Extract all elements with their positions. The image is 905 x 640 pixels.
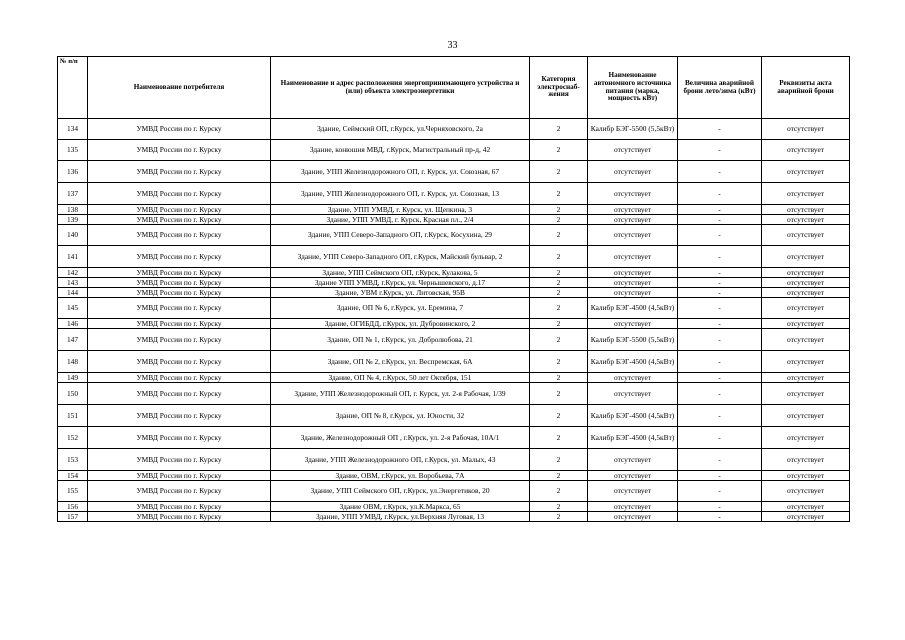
table-row <box>58 215 850 225</box>
cell-details: отсутствует <box>762 119 850 140</box>
cell-category: 2 <box>530 298 588 319</box>
cell-source: отсутствует <box>588 268 678 278</box>
cell-details: отсутствует <box>762 161 850 183</box>
cell-object: Здание, УПП УМВД, г. Курск, Красная пл., 2/4 <box>271 215 530 225</box>
cell-reserve: - <box>678 140 762 161</box>
cell-consumer: УМВД России по г. Курску <box>88 373 271 383</box>
cell-details: отсутствует <box>762 471 850 481</box>
cell-object: Здание, УПП Северо-Западного ОП, г.Курск, Майский бульвар, 2 <box>271 246 530 268</box>
cell-details: отсутствует <box>762 405 850 427</box>
cell-details: отсутствует <box>762 205 850 215</box>
cell-details: отсутствует <box>762 383 850 405</box>
table-row <box>58 298 850 319</box>
cell-category: 2 <box>530 471 588 481</box>
cell-source: Калибр БЭГ-5500 (5,5кВт) <box>588 329 678 351</box>
cell-consumer: УМВД России по г. Курску <box>88 298 271 319</box>
cell-source: отсутствует <box>588 288 678 298</box>
cell-source: отсутствует <box>588 215 678 225</box>
cell-details: отсутствует <box>762 140 850 161</box>
cell-category: 2 <box>530 225 588 246</box>
cell-consumer: УМВД России по г. Курску <box>88 161 271 183</box>
cell-reserve: - <box>678 215 762 225</box>
cell-num: 152 <box>58 427 88 449</box>
cell-consumer: УМВД России по г. Курску <box>88 319 271 329</box>
table-row <box>58 481 850 502</box>
cell-num: 142 <box>58 268 88 278</box>
cell-object: Здание, ОГИБДД, г.Курск, ул. Дубровинского, 2 <box>271 319 530 329</box>
cell-reserve: - <box>678 481 762 502</box>
cell-category: 2 <box>530 502 588 512</box>
cell-category: 2 <box>530 405 588 427</box>
cell-reserve: - <box>678 225 762 246</box>
cell-object: Здание, УПП Железнодорожный ОП, г. Курск, ул. 2-я Рабочая, 1/39 <box>271 383 530 405</box>
cell-object: Здание, УПП Железнодорожного ОП, г. Курск, ул. Союзная, 67 <box>271 161 530 183</box>
header-source: Наименование автономного источника питания (марка, мощность кВт) <box>588 57 678 119</box>
cell-source: отсутствует <box>588 502 678 512</box>
cell-reserve: - <box>678 405 762 427</box>
cell-consumer: УМВД России по г. Курску <box>88 278 271 288</box>
table-row <box>58 140 850 161</box>
cell-reserve: - <box>678 161 762 183</box>
cell-reserve: - <box>678 449 762 471</box>
cell-object: Здание ОВМ, г.Курск, ул.К.Маркса, 65 <box>271 502 530 512</box>
cell-source: отсутствует <box>588 512 678 522</box>
cell-source: отсутствует <box>588 383 678 405</box>
cell-details: отсутствует <box>762 278 850 288</box>
cell-consumer: УМВД России по г. Курску <box>88 329 271 351</box>
cell-details: отсутствует <box>762 481 850 502</box>
cell-object: Здание, УПП Железнодорожного ОП, г. Курск, ул. Союзная, 13 <box>271 183 530 205</box>
cell-category: 2 <box>530 319 588 329</box>
cell-consumer: УМВД России по г. Курску <box>88 225 271 246</box>
cell-reserve: - <box>678 288 762 298</box>
cell-source: отсутствует <box>588 471 678 481</box>
table-row <box>58 373 850 383</box>
cell-num: 151 <box>58 405 88 427</box>
table-row <box>58 449 850 471</box>
cell-category: 2 <box>530 119 588 140</box>
table-row <box>58 205 850 215</box>
cell-source: отсутствует <box>588 225 678 246</box>
table-row <box>58 319 850 329</box>
cell-source: отсутствует <box>588 183 678 205</box>
table-row <box>58 405 850 427</box>
table-row <box>58 268 850 278</box>
cell-consumer: УМВД России по г. Курску <box>88 288 271 298</box>
cell-category: 2 <box>530 329 588 351</box>
cell-consumer: УМВД России по г. Курску <box>88 512 271 522</box>
cell-reserve: - <box>678 319 762 329</box>
cell-details: отсутствует <box>762 288 850 298</box>
cell-consumer: УМВД России по г. Курску <box>88 140 271 161</box>
cell-source: отсутствует <box>588 319 678 329</box>
cell-details: отсутствует <box>762 373 850 383</box>
cell-details: отсутствует <box>762 351 850 373</box>
cell-object: Здание, УПП Северо-Западного ОП, г.Курск, Косухина, 29 <box>271 225 530 246</box>
cell-reserve: - <box>678 268 762 278</box>
cell-consumer: УМВД России по г. Курску <box>88 119 271 140</box>
cell-object: Здание, ОП № 2, г.Курск, ул. Веспремская, 6А <box>271 351 530 373</box>
table-row <box>58 512 850 522</box>
table-row <box>58 351 850 373</box>
cell-category: 2 <box>530 140 588 161</box>
cell-consumer: УМВД России по г. Курску <box>88 205 271 215</box>
consumers-table <box>57 56 850 522</box>
cell-details: отсутствует <box>762 298 850 319</box>
cell-num: 147 <box>58 329 88 351</box>
cell-source: Калибр БЭГ-4500 (4,5кВт) <box>588 405 678 427</box>
cell-object: Здание, ОП № 8, г.Курск, ул. Юности, 32 <box>271 405 530 427</box>
table-row <box>58 383 850 405</box>
cell-source: отсутствует <box>588 373 678 383</box>
cell-num: 148 <box>58 351 88 373</box>
cell-num: 141 <box>58 246 88 268</box>
cell-object: Здание, УПП УМВД, г. Курск, ул. Щепкина, 3 <box>271 205 530 215</box>
cell-reserve: - <box>678 183 762 205</box>
cell-consumer: УМВД России по г. Курску <box>88 427 271 449</box>
header-details: Реквизиты акта аварийной брони <box>762 57 850 119</box>
cell-details: отсутствует <box>762 268 850 278</box>
cell-source: отсутствует <box>588 449 678 471</box>
cell-object: Здание, ОП № 6, г.Курск, ул. Еремина, 7 <box>271 298 530 319</box>
cell-source: Калибр БЭГ-4500 (4,5кВт) <box>588 351 678 373</box>
cell-category: 2 <box>530 481 588 502</box>
header-reserve: Величина аварийной брони лето/зима (кВт) <box>678 57 762 119</box>
header-object: Наименование и адрес расположения энергопринимающего устройства и (или) объекта электроэнергетики <box>271 57 530 119</box>
cell-category: 2 <box>530 278 588 288</box>
cell-reserve: - <box>678 383 762 405</box>
table-row <box>58 225 850 246</box>
cell-reserve: - <box>678 278 762 288</box>
cell-num: 145 <box>58 298 88 319</box>
cell-category: 2 <box>530 427 588 449</box>
cell-category: 2 <box>530 373 588 383</box>
cell-details: отсутствует <box>762 319 850 329</box>
cell-object: Здание, Железнодорожный ОП , г.Курск, ул. 2-я Рабочая, 10А/1 <box>271 427 530 449</box>
cell-consumer: УМВД России по г. Курску <box>88 351 271 373</box>
cell-reserve: - <box>678 373 762 383</box>
cell-reserve: - <box>678 298 762 319</box>
cell-category: 2 <box>530 215 588 225</box>
cell-category: 2 <box>530 161 588 183</box>
cell-source: отсутствует <box>588 246 678 268</box>
cell-num: 154 <box>58 471 88 481</box>
cell-reserve: - <box>678 512 762 522</box>
cell-object: Здание, Сеймский ОП, г.Курск, ул.Черняховского, 2а <box>271 119 530 140</box>
cell-category: 2 <box>530 351 588 373</box>
header-consumer: Наименование потребителя <box>88 57 271 119</box>
cell-consumer: УМВД России по г. Курску <box>88 383 271 405</box>
cell-source: Калибр БЭГ-4500 (4,5кВт) <box>588 427 678 449</box>
cell-category: 2 <box>530 246 588 268</box>
cell-source: отсутствует <box>588 140 678 161</box>
cell-reserve: - <box>678 351 762 373</box>
cell-category: 2 <box>530 288 588 298</box>
table-row <box>58 119 850 140</box>
cell-consumer: УМВД России по г. Курску <box>88 183 271 205</box>
cell-source: отсутствует <box>588 161 678 183</box>
cell-reserve: - <box>678 246 762 268</box>
table-row <box>58 183 850 205</box>
cell-object: Здание, УПП Железнодорожного ОП, г.Курск, ул. Малых, 43 <box>271 449 530 471</box>
cell-object: Здание, ОП № 4, г.Курск, 50 лет Октября, 151 <box>271 373 530 383</box>
table-row <box>58 502 850 512</box>
cell-reserve: - <box>678 471 762 481</box>
cell-object: Здание, ОВМ, г.Курск, ул. Воробьева, 7А <box>271 471 530 481</box>
cell-consumer: УМВД России по г. Курску <box>88 246 271 268</box>
cell-reserve: - <box>678 329 762 351</box>
cell-num: 135 <box>58 140 88 161</box>
cell-object: Здание, УПП УМВД, г.Курск, ул.Верхняя Луговая, 13 <box>271 512 530 522</box>
cell-num: 153 <box>58 449 88 471</box>
cell-consumer: УМВД России по г. Курску <box>88 502 271 512</box>
cell-object: Здание, конюшня МВД, г.Курск, Магистральный пр-д, 42 <box>271 140 530 161</box>
table-row <box>58 288 850 298</box>
cell-num: 138 <box>58 205 88 215</box>
cell-details: отсутствует <box>762 449 850 471</box>
cell-details: отсутствует <box>762 502 850 512</box>
cell-reserve: - <box>678 427 762 449</box>
cell-source: Калибр БЭГ-4500 (4,5кВт) <box>588 298 678 319</box>
cell-num: 146 <box>58 319 88 329</box>
table-header-row <box>58 57 850 119</box>
cell-object: Здание УПП УМВД, г.Курск, ул. Чернышевского, д.17 <box>271 278 530 288</box>
table-row <box>58 329 850 351</box>
cell-reserve: - <box>678 205 762 215</box>
table-row <box>58 246 850 268</box>
cell-num: 155 <box>58 481 88 502</box>
cell-num: 139 <box>58 215 88 225</box>
cell-details: отсутствует <box>762 183 850 205</box>
cell-consumer: УМВД России по г. Курску <box>88 471 271 481</box>
table-row <box>58 278 850 288</box>
cell-num: 144 <box>58 288 88 298</box>
cell-num: 143 <box>58 278 88 288</box>
cell-details: отсутствует <box>762 215 850 225</box>
cell-object: Здание, ОП № 1, г.Курск, ул. Добролюбова, 21 <box>271 329 530 351</box>
cell-category: 2 <box>530 512 588 522</box>
header-category: Категория электроснаб-жения <box>530 57 588 119</box>
cell-consumer: УМВД России по г. Курску <box>88 481 271 502</box>
cell-category: 2 <box>530 183 588 205</box>
cell-details: отсутствует <box>762 427 850 449</box>
cell-num: 156 <box>58 502 88 512</box>
cell-source: отсутствует <box>588 481 678 502</box>
cell-object: Здание, УВМ г.Курск, ул. Литовская, 95В <box>271 288 530 298</box>
cell-num: 134 <box>58 119 88 140</box>
cell-num: 137 <box>58 183 88 205</box>
cell-object: Здание, УПП Сеймского ОП, г.Курск, Кулакова, 5 <box>271 268 530 278</box>
cell-category: 2 <box>530 205 588 215</box>
cell-category: 2 <box>530 449 588 471</box>
cell-details: отсутствует <box>762 512 850 522</box>
cell-num: 157 <box>58 512 88 522</box>
cell-num: 140 <box>58 225 88 246</box>
cell-details: отсутствует <box>762 329 850 351</box>
table-row <box>58 471 850 481</box>
cell-reserve: - <box>678 502 762 512</box>
cell-consumer: УМВД России по г. Курску <box>88 405 271 427</box>
cell-consumer: УМВД России по г. Курску <box>88 215 271 225</box>
table-row <box>58 427 850 449</box>
cell-source: отсутствует <box>588 205 678 215</box>
cell-category: 2 <box>530 383 588 405</box>
cell-category: 2 <box>530 268 588 278</box>
cell-num: 136 <box>58 161 88 183</box>
cell-source: отсутствует <box>588 278 678 288</box>
cell-reserve: - <box>678 119 762 140</box>
cell-consumer: УМВД России по г. Курску <box>88 449 271 471</box>
cell-details: отсутствует <box>762 246 850 268</box>
header-num: № п/п <box>58 57 88 119</box>
cell-num: 150 <box>58 383 88 405</box>
cell-source: Калибр БЭГ-5500 (5,5кВт) <box>588 119 678 140</box>
page-number: 33 <box>447 40 458 51</box>
cell-object: Здание, УПП Сеймского ОП, г.Курск, ул.Энергетиков, 20 <box>271 481 530 502</box>
table-row <box>58 161 850 183</box>
cell-details: отсутствует <box>762 225 850 246</box>
cell-consumer: УМВД России по г. Курску <box>88 268 271 278</box>
cell-num: 149 <box>58 373 88 383</box>
